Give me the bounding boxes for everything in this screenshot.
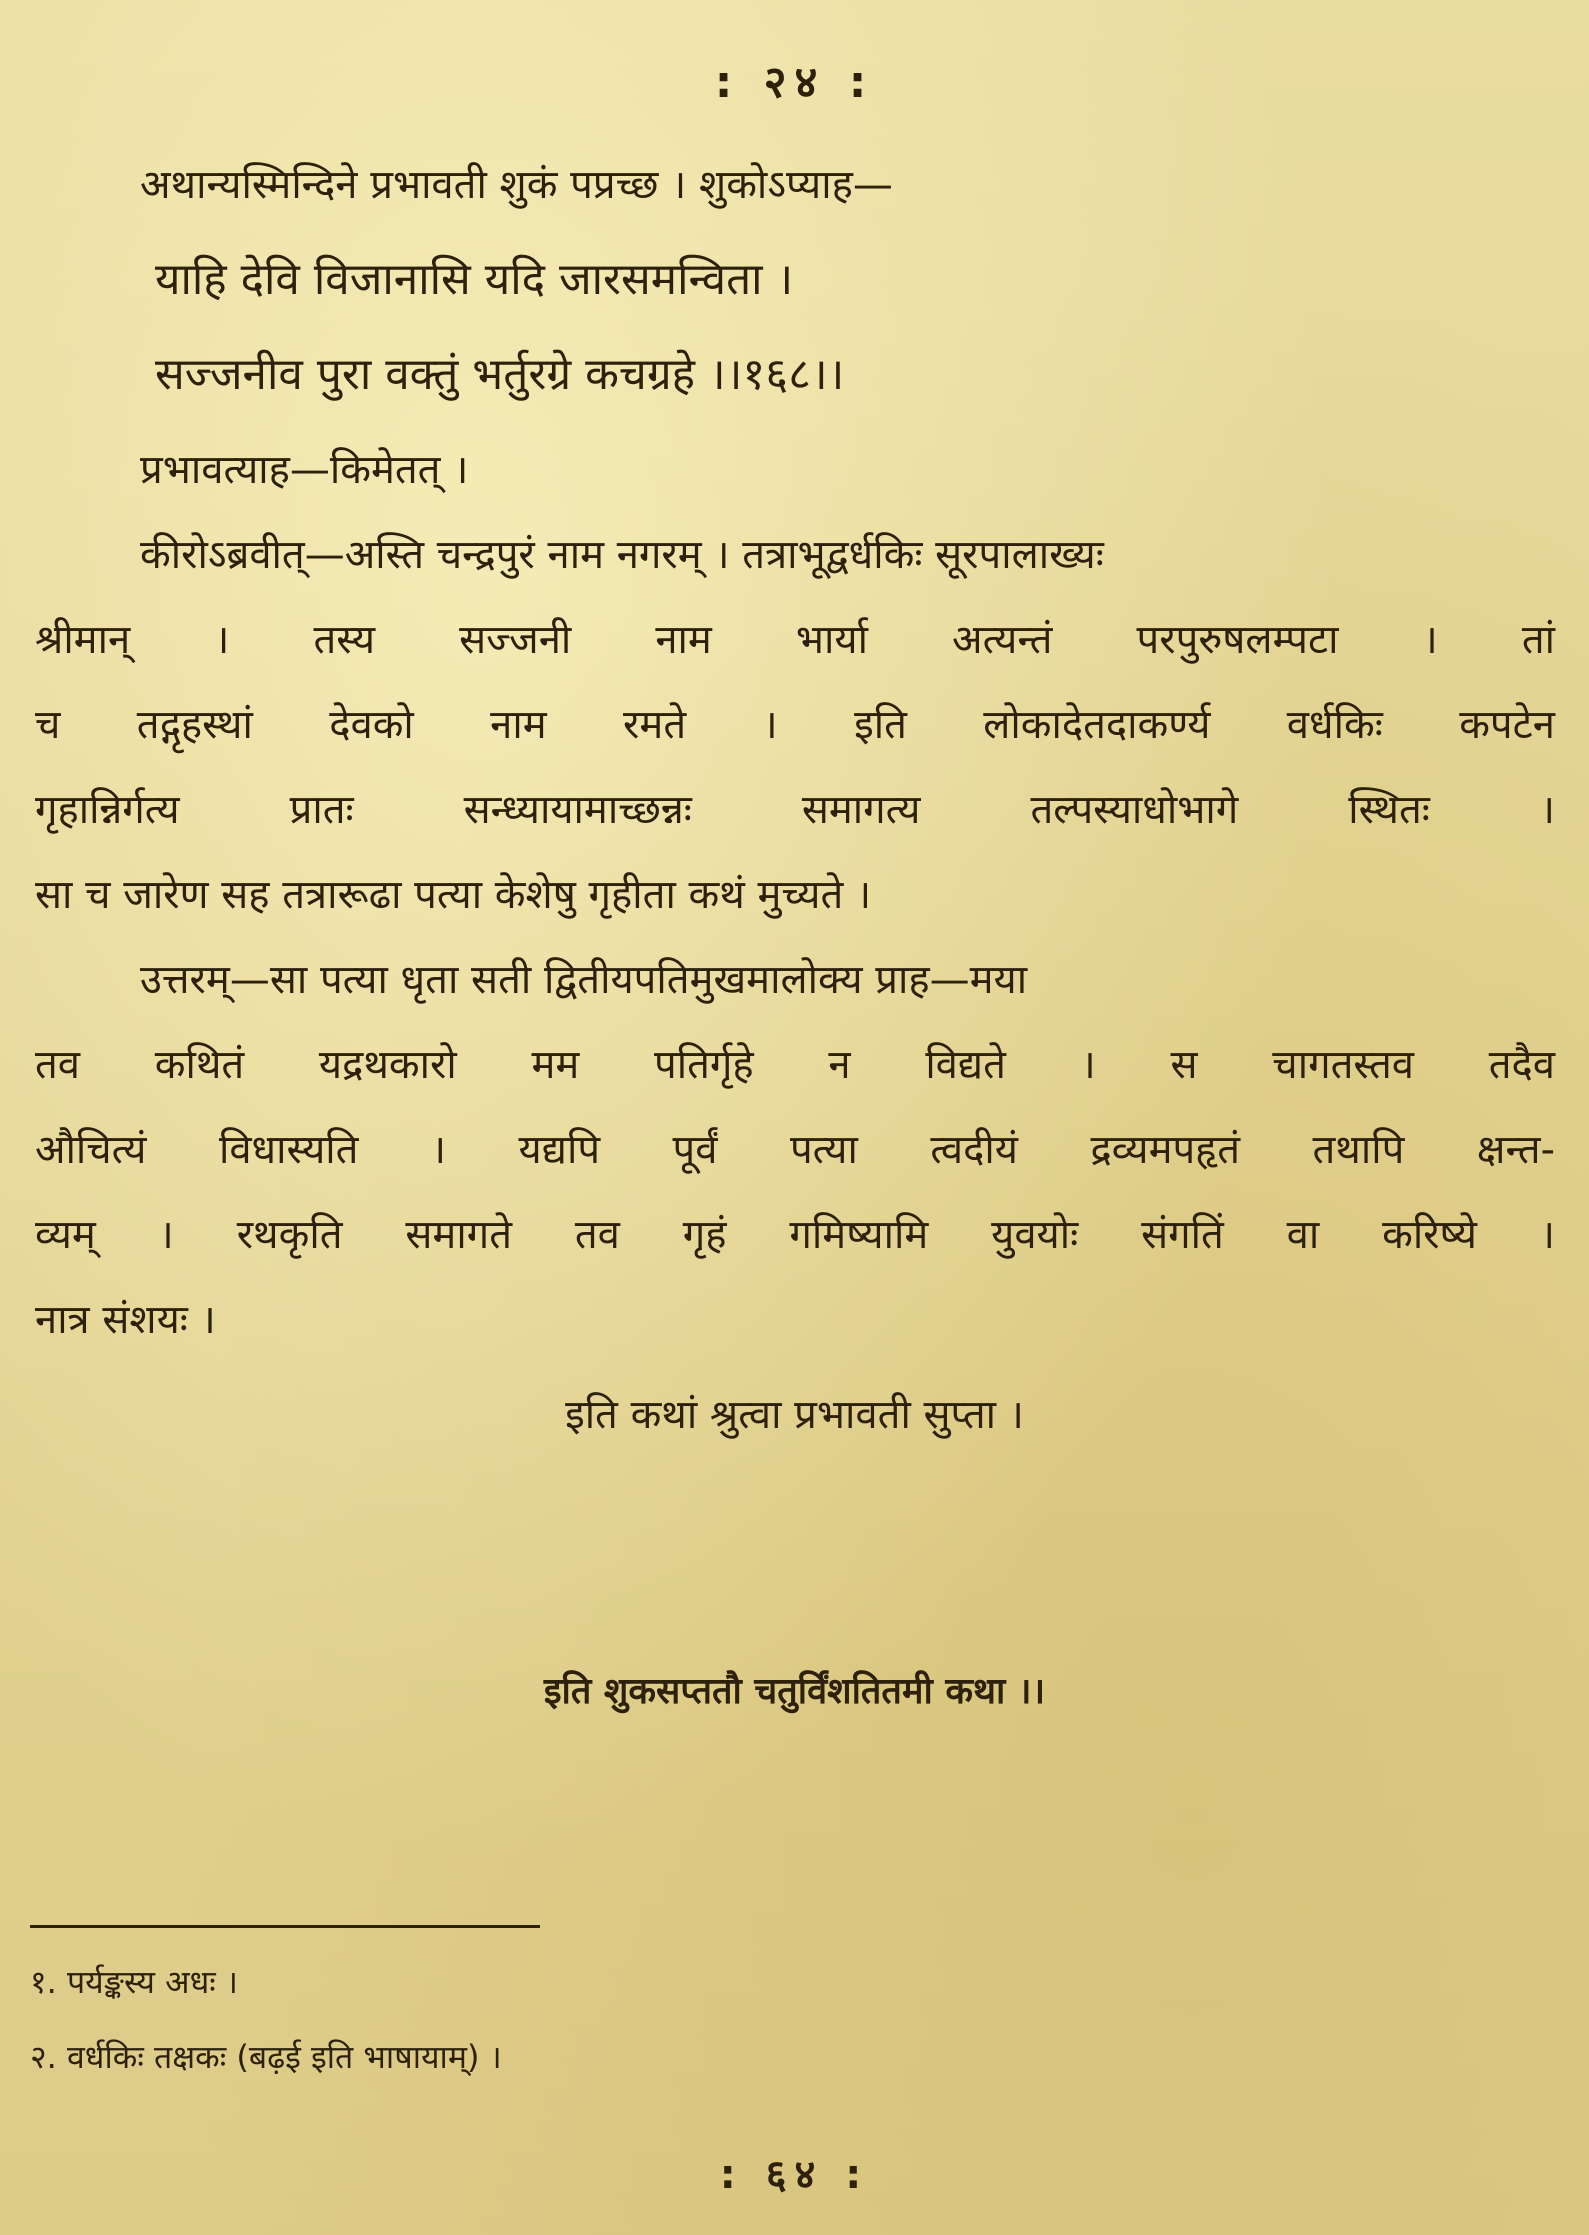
footnote-1: १. पर्यङ्कस्य अधः । <box>30 1963 239 2001</box>
answer-line-4: व्यम् । रथकृति समागते तव गृहं गमिष्यामि युवयोः संगतिं वा करिष्ये । <box>35 1212 1555 1258</box>
verse-line-1: याहि देवि विजानासि यदि जारसमन्विता । <box>155 254 794 305</box>
answer-line-5: नात्र संशयः । <box>35 1297 216 1343</box>
verse-line-2: सज्जनीव पुरा वक्तुं भर्तुरग्रे कचग्रहे ।।१६८।। <box>155 349 845 400</box>
closing-line: इति कथां श्रुत्वा प्रभावती सुप्ता । <box>565 1392 1024 1438</box>
page-number-top: : २४ : <box>714 57 875 108</box>
page-number-bottom: : ६४ : <box>719 2152 870 2198</box>
story-colophon: इति शुकसप्ततौ चतुर्विंशतितमी कथा ।। <box>543 1671 1046 1712</box>
footnote-2: २. वर्धकिः तक्षकः (बढ़ई इति भाषायाम्) । <box>30 2038 502 2076</box>
story-line-3: च तद्गृहस्थां देवको नाम रमते । इति लोकादेतदाकर्ण्य वर्धकिः कपटेन <box>35 702 1555 748</box>
answer-line-3: औचित्यं विधास्यति । यद्यपि पूर्वं पत्या त्वदीयं द्रव्यमपहृतं तथापि क्षन्त- <box>35 1127 1555 1173</box>
question-line: प्रभावत्याह—किमेतत् । <box>140 447 469 493</box>
answer-line-2: तव कथितं यद्रथकारो मम पतिर्गृहे न विद्यते । स चागतस्तव तदैव <box>35 1042 1555 1088</box>
footnote-separator <box>30 1925 540 1928</box>
story-line-2: श्रीमान् । तस्य सज्जनी नाम भार्या अत्यन्तं परपुरुषलम्पटा । तां <box>35 617 1555 663</box>
story-line-5: सा च जारेण सह तत्रारूढा पत्या केशेषु गृहीता कथं मुच्यते । <box>35 872 872 918</box>
answer-line-1: उत्तरम्—सा पत्या धृता सती द्वितीयपतिमुखमालोक्य प्राह—मया <box>140 957 1028 1003</box>
story-line-4: गृहान्निर्गत्य प्रातः सन्ध्यायामाच्छन्नः समागत्य तल्पस्याधोभागे स्थितः । <box>35 787 1555 833</box>
story-line-1: कीरोऽब्रवीत्—अस्ति चन्द्रपुरं नाम नगरम् । तत्राभूद्वर्धकिः सूरपालाख्यः <box>140 532 1104 578</box>
intro-line: अथान्यस्मिन्दिने प्रभावती शुकं पप्रच्छ । शुकोऽप्याह— <box>140 162 893 208</box>
